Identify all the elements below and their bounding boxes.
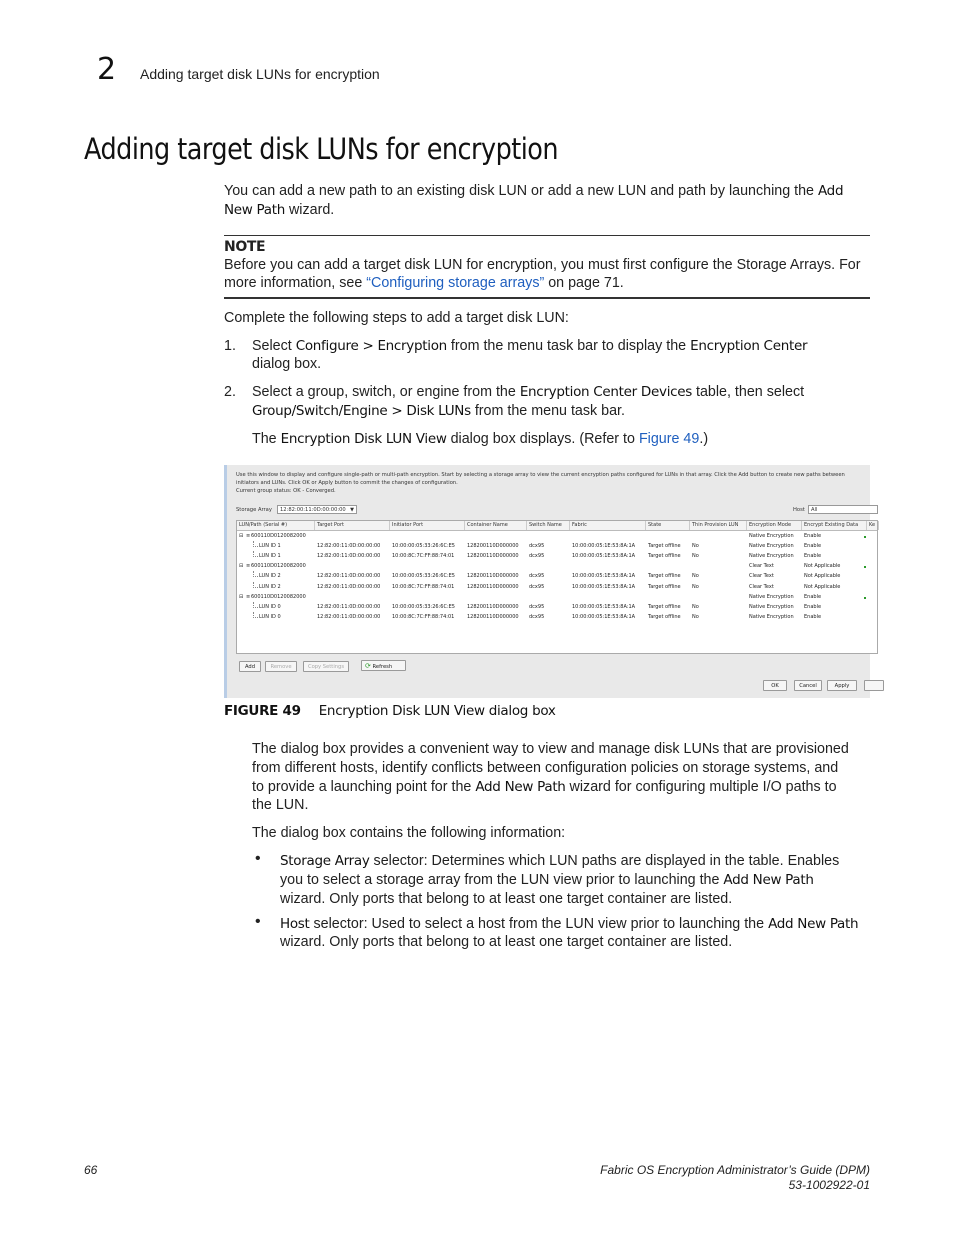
step-ui-ref: Encryption Center <box>690 338 808 354</box>
table-cell: Native Encryption <box>749 553 794 560</box>
page-number: 66 <box>84 1163 98 1177</box>
step-text: from the menu task bar. <box>470 403 626 419</box>
bullet-text: you to select a storage array from the LUN view prior to launching the <box>280 872 724 888</box>
table-cell: 128200110D000000 <box>467 573 519 580</box>
table-cell: Target offline <box>648 603 681 610</box>
desc-text: wizard for configuring multiple I/O paths to <box>565 779 837 795</box>
table-cell: 10:00:8C:7C:FF:88:74:01 <box>392 583 455 590</box>
lun-path-row[interactable] <box>237 602 877 612</box>
table-cell: 10:00:8C:7C:FF:88:74:01 <box>392 613 455 620</box>
column-header[interactable]: Target Port <box>315 521 390 530</box>
table-cell: Target offline <box>648 573 681 580</box>
intro-ui-ref: Add New Path <box>224 183 844 218</box>
intro-text: You can add a new path to an existing disk LUN or add a new LUN and path by launching the <box>224 183 818 199</box>
table-cell: Not Applicable <box>804 573 841 580</box>
bullet-1-line-3: wizard. Only ports that belong to at least one target container are listed. <box>280 891 733 907</box>
table-cell: LUN ID 1 <box>259 543 281 550</box>
table-cell: 10:00:00:05:1E:53:8A:1A <box>572 543 636 550</box>
table-cell: LUN ID 2 <box>259 583 281 590</box>
bullet-text: selector: Determines which LUN paths are displayed in the table. Enables <box>369 853 840 869</box>
add-button[interactable]: Add <box>239 661 261 672</box>
bullet-ui-ref: Host <box>280 916 310 932</box>
step-number: 1. <box>224 338 236 354</box>
table-cell: Clear Text <box>749 573 774 580</box>
desc-line-2: from different hosts, identify conflicts between configuration policies on storage systems, and <box>252 760 839 776</box>
table-cell: LUN ID 1 <box>259 553 281 560</box>
footer-doc-info <box>600 1163 870 1193</box>
footer-title: Fabric OS Encryption Administrator’s Guide (DPM) <box>600 1163 870 1177</box>
bullet-ui-ref: Storage Array <box>280 853 370 869</box>
collapse-icon[interactable]: ⊟ <box>239 533 244 539</box>
bullet-2-line-2: wizard. Only ports that belong to at least one target container are listed. <box>280 934 733 950</box>
bullet-1-line-1 <box>280 852 839 871</box>
table-cell: No <box>692 543 699 550</box>
footer-doc-number: 53-1002922-01 <box>788 1178 870 1192</box>
table-cell: LUN ID 0 <box>259 613 281 620</box>
figure-caption <box>224 703 556 719</box>
steps-intro: Complete the following steps to add a target disk LUN: <box>224 310 569 326</box>
desc-line-1: The dialog box provides a convenient way to view and manage disk LUNs that are provisioned <box>252 741 849 757</box>
copy-settings-button[interactable]: Copy Settings <box>303 661 349 672</box>
storage-disk-icon: ≡ <box>246 563 251 570</box>
column-header[interactable]: LUN/Path (Serial #) <box>237 521 315 530</box>
result-text: .) <box>699 431 709 447</box>
column-header[interactable]: Initiator Port <box>390 521 465 530</box>
section-heading: Adding target disk LUNs for encryption <box>84 132 559 166</box>
lun-path-row[interactable] <box>237 582 877 592</box>
chevron-down-icon: ▼ <box>350 507 354 513</box>
desc-text: to provide a launching point for the <box>252 779 476 795</box>
column-header[interactable]: Thin Provision LUN <box>690 521 747 530</box>
encryption-disk-lun-view-screenshot <box>224 465 876 698</box>
table-cell: LUN ID 0 <box>259 603 281 610</box>
table-cell: 600110D0120082000 <box>251 593 306 600</box>
storage-array-label: Storage Array <box>236 507 272 513</box>
running-header: Adding target disk LUNs for encryption <box>140 66 380 82</box>
note-label: NOTE <box>224 239 266 255</box>
table-cell: No <box>692 573 699 580</box>
lun-group-row[interactable] <box>237 592 877 602</box>
bullet-text: selector: Used to select a host from the LUN view prior to launching the <box>309 916 769 932</box>
column-header[interactable]: Ke <box>867 521 879 530</box>
table-cell: 128200110D000000 <box>467 543 519 550</box>
refresh-button[interactable] <box>361 660 406 671</box>
table-cell: Target offline <box>648 553 681 560</box>
table-cell: No <box>692 613 699 620</box>
refresh-icon: ⟳ <box>365 662 371 670</box>
host-value: All <box>811 507 818 513</box>
step-2-result <box>252 430 708 449</box>
intro-text-end: wizard. <box>285 202 335 218</box>
step-1-line-1 <box>252 337 807 356</box>
bullet-icon: • <box>255 913 261 930</box>
ok-button[interactable]: OK <box>763 680 787 691</box>
lun-group-row[interactable] <box>237 531 877 541</box>
lun-group-row[interactable] <box>237 561 877 571</box>
step-number: 2. <box>224 384 236 400</box>
chapter-number: 2 <box>97 52 117 87</box>
desc-line-3 <box>252 778 837 797</box>
table-cell: Enable <box>804 613 822 620</box>
table-cell: Clear Text <box>749 563 774 570</box>
host-label: Host <box>793 507 805 513</box>
table-cell: Target offline <box>648 543 681 550</box>
tree-branch-icon <box>253 582 258 588</box>
table-cell: dcx95 <box>529 573 545 580</box>
table-cell: 12:82:00:11:0D:00:00:00 <box>317 583 381 590</box>
table-cell: dcx95 <box>529 603 545 610</box>
result-text: dialog box displays. (Refer to <box>446 431 639 447</box>
contains-intro: The dialog box contains the following information: <box>252 825 566 841</box>
column-header[interactable]: Container Name <box>465 521 527 530</box>
figure-label: FIGURE 49 <box>224 703 301 719</box>
result-ui-ref: Encryption Disk LUN View <box>280 431 447 447</box>
table-cell: 10:00:00:05:1E:53:8A:1A <box>572 583 636 590</box>
table-cell: 128200110D000000 <box>467 553 519 560</box>
lun-path-row[interactable] <box>237 551 877 561</box>
collapse-icon[interactable]: ⊟ <box>239 563 244 570</box>
step-ui-ref: Encryption Center Devices <box>519 384 693 400</box>
note-link[interactable]: “Configuring storage arrays” <box>366 275 545 291</box>
tree-branch-icon <box>253 571 258 577</box>
table-cell: 10:00:00:05:33:26:6C:E5 <box>392 573 455 580</box>
refresh-label: Refresh <box>372 664 393 670</box>
table-cell: 128200110D000000 <box>467 613 519 620</box>
table-cell: No <box>692 583 699 590</box>
tree-branch-icon <box>253 541 258 547</box>
step-text: Select <box>252 338 296 354</box>
table-cell: 10:00:00:05:33:26:6C:E5 <box>392 603 455 610</box>
tree-branch-icon <box>253 551 258 557</box>
storage-disk-icon: ≡ <box>246 533 251 539</box>
table-cell: Native Encryption <box>749 533 794 539</box>
note-line-1: Before you can add a target disk LUN for encryption, you must first configure the Storage Arrays. For <box>224 257 861 273</box>
table-cell: Enable <box>804 533 822 539</box>
desc-ui-ref: Add New Path <box>475 779 566 795</box>
info-line: Use this window to display and configure single-path or multi-path encryption. Start by selecting a storage array to view the current encryption paths configured for LUNs in that array. Click the Add button to create new paths between <box>236 472 845 478</box>
status-mark-icon <box>864 597 866 599</box>
column-header[interactable]: Switch Name <box>527 521 570 530</box>
table-cell: 10:00:00:05:33:26:6C:E5 <box>392 543 455 550</box>
remove-button[interactable]: Remove <box>265 661 297 672</box>
figure-caption-text: Encryption Disk LUN View dialog box <box>318 703 556 719</box>
note-text-end: on page 71. <box>544 275 624 291</box>
table-cell: LUN ID 2 <box>259 573 281 580</box>
table-cell: 600110D0120082000 <box>251 563 306 570</box>
lun-path-row[interactable] <box>237 612 877 622</box>
step-text: from the menu task bar to display the <box>446 338 691 354</box>
table-cell: 10:00:00:05:1E:53:8A:1A <box>572 573 636 580</box>
step-1-line-2: dialog box. <box>252 356 322 372</box>
tree-branch-icon <box>253 612 258 618</box>
column-header[interactable]: Encryption Mode <box>747 521 802 530</box>
column-header[interactable]: State <box>646 521 690 530</box>
step-text: table, then select <box>692 384 805 400</box>
tree-branch-icon <box>253 602 258 608</box>
table-cell: No <box>692 553 699 560</box>
help-button[interactable] <box>864 680 884 691</box>
screenshot-info-text <box>236 471 876 496</box>
table-cell: 12:82:00:11:0D:00:00:00 <box>317 603 381 610</box>
lun-path-row[interactable] <box>237 571 877 581</box>
table-cell: 10:00:00:05:1E:53:8A:1A <box>572 553 636 560</box>
table-cell: dcx95 <box>529 613 545 620</box>
table-cell: Native Encryption <box>749 603 794 610</box>
table-cell: Native Encryption <box>749 593 794 600</box>
step-2-line-2 <box>252 402 625 421</box>
table-cell: Target offline <box>648 583 681 590</box>
lun-table <box>236 520 878 654</box>
table-cell: 10:00:8C:7C:FF:88:74:01 <box>392 553 455 560</box>
lun-table-header <box>237 521 877 531</box>
step-ui-ref: Group/Switch/Engine > Disk LUNs <box>252 403 471 419</box>
bullet-2-line-1 <box>280 915 858 934</box>
table-cell: No <box>692 603 699 610</box>
note-text: more information, see <box>224 275 367 291</box>
lun-path-row[interactable] <box>237 541 877 551</box>
table-cell: Target offline <box>648 613 681 620</box>
table-cell: Not Applicable <box>804 583 841 590</box>
table-cell: Enable <box>804 593 822 600</box>
cancel-button[interactable]: Cancel <box>794 680 822 691</box>
step-2-line-1 <box>252 383 804 402</box>
step-ui-ref: Configure > Encryption <box>295 338 447 354</box>
bullet-ui-ref: Add New Path <box>723 872 814 888</box>
figure-link[interactable]: Figure 49 <box>638 431 700 447</box>
table-cell: Enable <box>804 553 822 560</box>
info-line: Current group status: OK - Converged. <box>236 488 336 495</box>
bullet-1-line-2 <box>280 871 814 890</box>
table-cell: Enable <box>804 603 822 610</box>
storage-disk-icon: ≡ <box>246 593 251 600</box>
table-cell: dcx95 <box>529 543 545 550</box>
note-line-2 <box>224 274 624 293</box>
table-cell: 128200110D000000 <box>467 583 519 590</box>
table-cell: Native Encryption <box>749 613 794 620</box>
table-cell: Not Applicable <box>804 563 841 570</box>
table-cell: 10:00:00:05:1E:53:8A:1A <box>572 613 636 620</box>
table-cell: 128200110D000000 <box>467 603 519 610</box>
status-mark-icon <box>864 566 866 568</box>
storage-array-value: 12:82:00:11:0D:00:00:00 <box>280 507 346 513</box>
collapse-icon[interactable]: ⊟ <box>239 593 244 600</box>
table-cell: dcx95 <box>529 583 545 590</box>
desc-line-4: the LUN. <box>252 797 309 813</box>
intro-paragraph <box>224 182 870 220</box>
bullet-ui-ref: Add New Path <box>768 916 859 932</box>
column-header[interactable]: Fabric <box>570 521 646 530</box>
table-cell: 12:82:00:11:0D:00:00:00 <box>317 613 381 620</box>
table-cell: Native Encryption <box>749 543 794 550</box>
table-cell: Enable <box>804 543 822 550</box>
table-cell: 12:82:00:11:0D:00:00:00 <box>317 553 381 560</box>
host-select[interactable] <box>808 505 878 514</box>
table-cell: 12:82:00:11:0D:00:00:00 <box>317 573 381 580</box>
column-header[interactable]: Encrypt Existing Data <box>802 521 867 530</box>
apply-button[interactable]: Apply <box>827 680 857 691</box>
storage-array-select[interactable] <box>277 505 357 514</box>
table-cell: dcx95 <box>529 553 545 560</box>
result-text: The <box>252 431 281 447</box>
step-text: Select a group, switch, or engine from the <box>252 384 520 400</box>
table-cell: 10:00:00:05:1E:53:8A:1A <box>572 603 636 610</box>
note-bottom-rule <box>224 297 870 299</box>
table-cell: 12:82:00:11:0D:00:00:00 <box>317 543 381 550</box>
status-mark-icon <box>864 536 866 538</box>
bullet-icon: • <box>255 850 261 867</box>
info-line: initiators and LUNs. Click OK or Apply button to commit the changes of configuration. <box>236 480 458 487</box>
table-cell: Clear Text <box>749 583 774 590</box>
note-top-rule <box>224 235 870 236</box>
table-cell: 600110D0120082000 <box>251 533 306 539</box>
